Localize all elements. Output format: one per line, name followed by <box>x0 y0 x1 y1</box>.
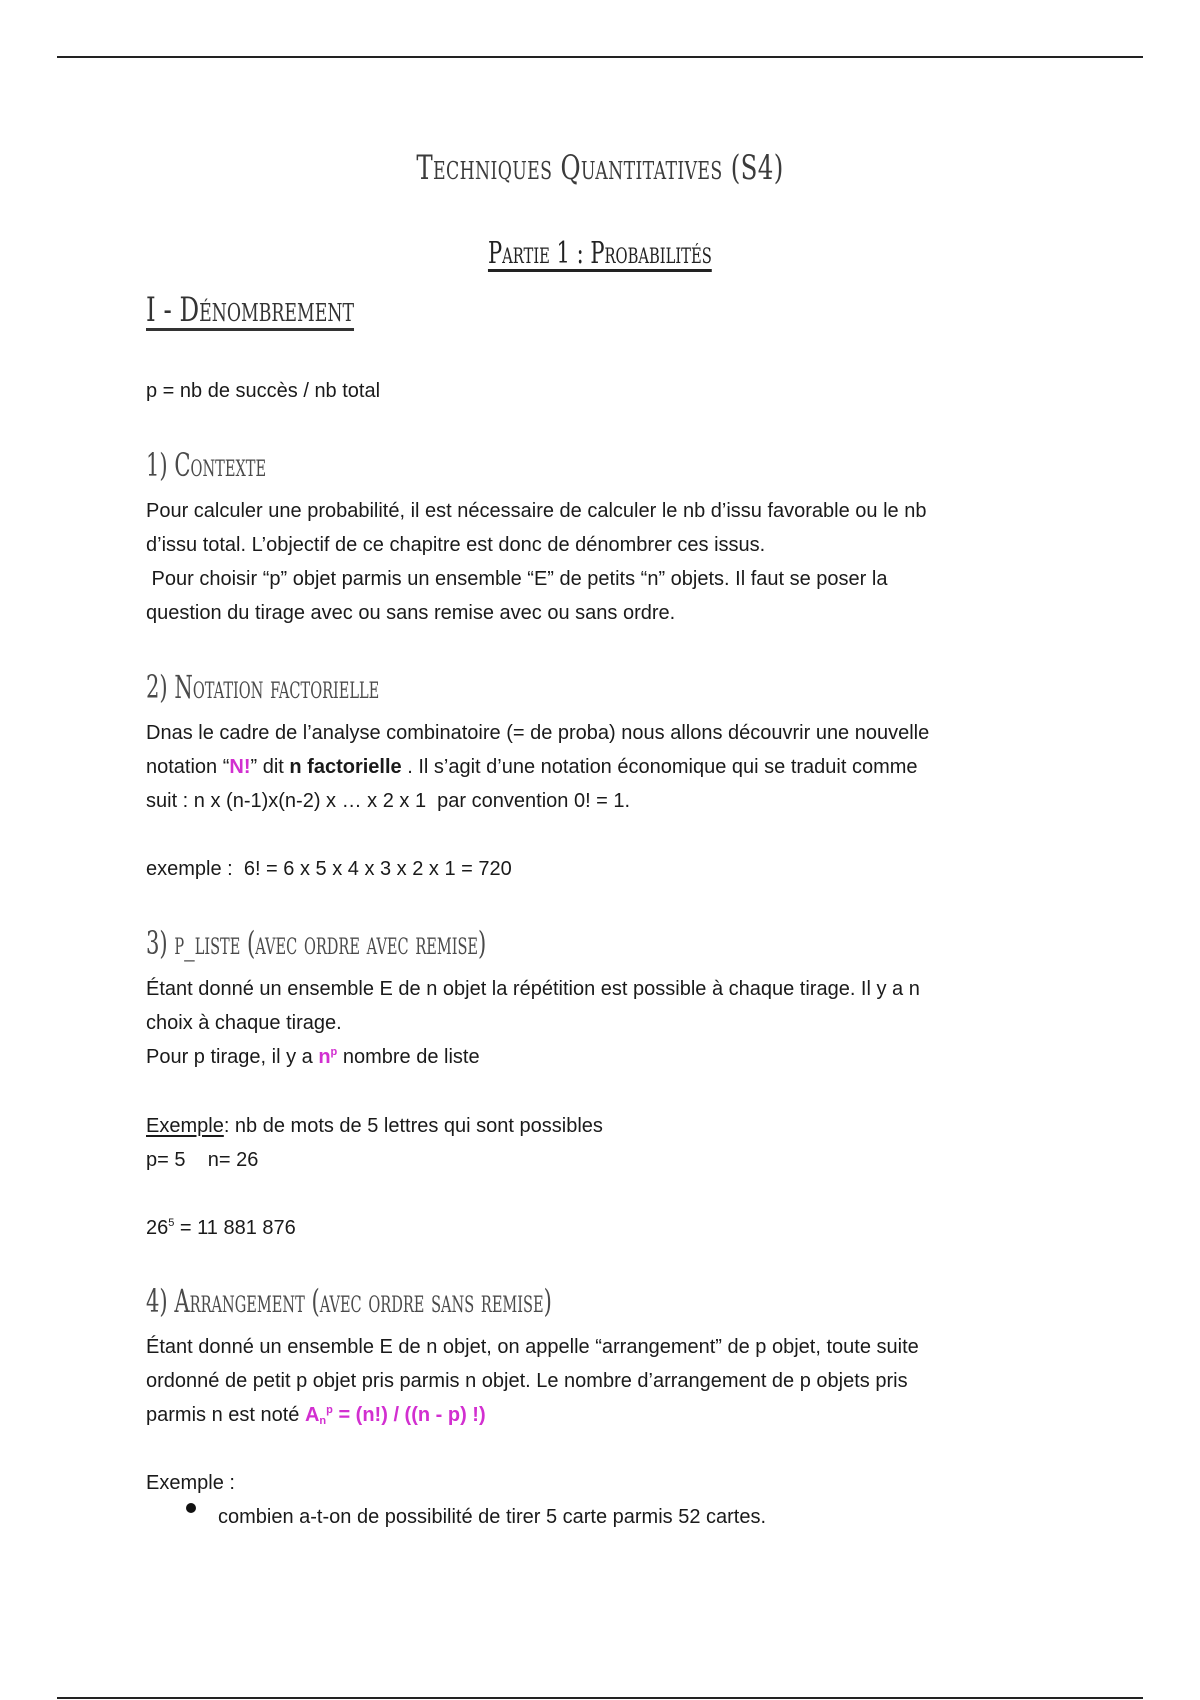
top-rule <box>57 56 1143 58</box>
contexte-line-2: d’issu total. L’objectif de ce chapitre est donc de dénombrer ces issus. <box>146 534 766 556</box>
formula-superscript: p <box>326 1404 333 1416</box>
heading-p-liste: 3) p_liste (avec ordre avec remise) <box>146 924 487 962</box>
formula-rest: = (n!) / ((n - p) !) <box>332 1404 486 1426</box>
notation-line-2-end: . Il s’agit d’une notation économique qui se traduit comme <box>401 756 918 778</box>
notation-line-2 <box>146 750 1046 784</box>
part-title <box>0 236 1200 271</box>
p-liste-line-3-start: Pour p tirage, il y a <box>146 1046 319 1068</box>
formula-a: A <box>304 1404 320 1426</box>
heading-arrangement: 4) Arrangement (avec ordre sans remise) <box>146 1282 552 1320</box>
bottom-rule <box>57 1697 1143 1699</box>
notation-line-2-start: notation “ <box>146 756 230 778</box>
result-base: 26 <box>146 1217 169 1239</box>
notation-line-3: suit : n x (n-1)x(n-2) x … x 2 x 1 par convention 0! = 1. <box>146 790 631 812</box>
p-exponent: p <box>330 1046 338 1058</box>
result-exponent: 5 <box>168 1217 175 1229</box>
arrangement-line-3-start: parmis n est noté <box>146 1404 305 1426</box>
p-liste-paragraph <box>146 972 1046 1074</box>
p-liste-example-line <box>146 1109 1046 1143</box>
contexte-paragraph <box>146 494 1046 630</box>
arrangement-line-1: Étant donné un ensemble E de n objet, on appelle “arrangement” de p objet, toute suite <box>146 1336 919 1358</box>
probability-formula: p = nb de succès / nb total <box>146 380 381 402</box>
formula-subscript: n <box>319 1415 327 1427</box>
p-liste-values: p= 5 n= 26 <box>146 1149 259 1171</box>
p-liste-line-3 <box>146 1040 1046 1074</box>
example-label: Exemple <box>146 1115 224 1137</box>
bullet-item: combien a-t-on de possibilité de tirer 5 carte parmis 52 cartes. <box>218 1506 767 1528</box>
p-liste-result <box>146 1211 1046 1245</box>
notation-line-1: Dnas le cadre de l’analyse combinatoire (= de proba) nous allons découvrir une nouvelle <box>146 722 930 744</box>
result-value: = 11 881 876 <box>174 1217 296 1239</box>
section-heading-denombrement: I - Dénombrement <box>146 290 355 330</box>
arrangement-formula <box>305 1404 486 1426</box>
heading-notation-factorielle: 2) Notation factorielle <box>146 668 380 706</box>
p-liste-line-3-end: nombre de liste <box>337 1046 480 1068</box>
example-text: : nb de mots de 5 lettres qui sont possibles <box>223 1115 603 1137</box>
contexte-line-4: question du tirage avec ou sans remise avec ou sans ordre. <box>146 602 676 624</box>
arrangement-line-2: ordonné de petit p objet pris parmis n objet. Le nombre d’arrangement de p objets pris <box>146 1370 908 1392</box>
contexte-line-3: Pour choisir “p” objet parmis un ensemble “E” de petits “n” objets. Il faut se poser la <box>146 568 888 590</box>
p-liste-line-2: choix à chaque tirage. <box>146 1012 342 1034</box>
factorial-example: exemple : 6! = 6 x 5 x 4 x 3 x 2 x 1 = 720 <box>146 858 512 880</box>
document-title: Techniques Quantitatives (S4) <box>416 148 784 188</box>
arrangement-line-3 <box>146 1398 1046 1432</box>
n-base: n <box>318 1046 331 1068</box>
factorial-symbol: N! <box>229 756 251 778</box>
n-power-p <box>318 1046 337 1068</box>
factorial-term: n factorielle <box>289 756 402 778</box>
notation-paragraph <box>146 716 1046 818</box>
contexte-line-1: Pour calculer une probabilité, il est nécessaire de calculer le nb d’issu favorable ou le nb <box>146 500 927 522</box>
p-liste-line-1: Étant donné un ensemble E de n objet la répétition est possible à chaque tirage. Il y a n <box>146 978 920 1000</box>
arrangement-paragraph <box>146 1330 1046 1432</box>
heading-contexte: 1) Contexte <box>146 446 267 484</box>
part-title-text: Partie 1 : Probabilités <box>488 236 712 271</box>
bullet-dot <box>186 1503 196 1513</box>
arrangement-example-label: Exemple : <box>146 1472 235 1494</box>
p-liste-example <box>146 1109 1046 1177</box>
notation-line-2-mid: ” dit <box>250 756 290 778</box>
